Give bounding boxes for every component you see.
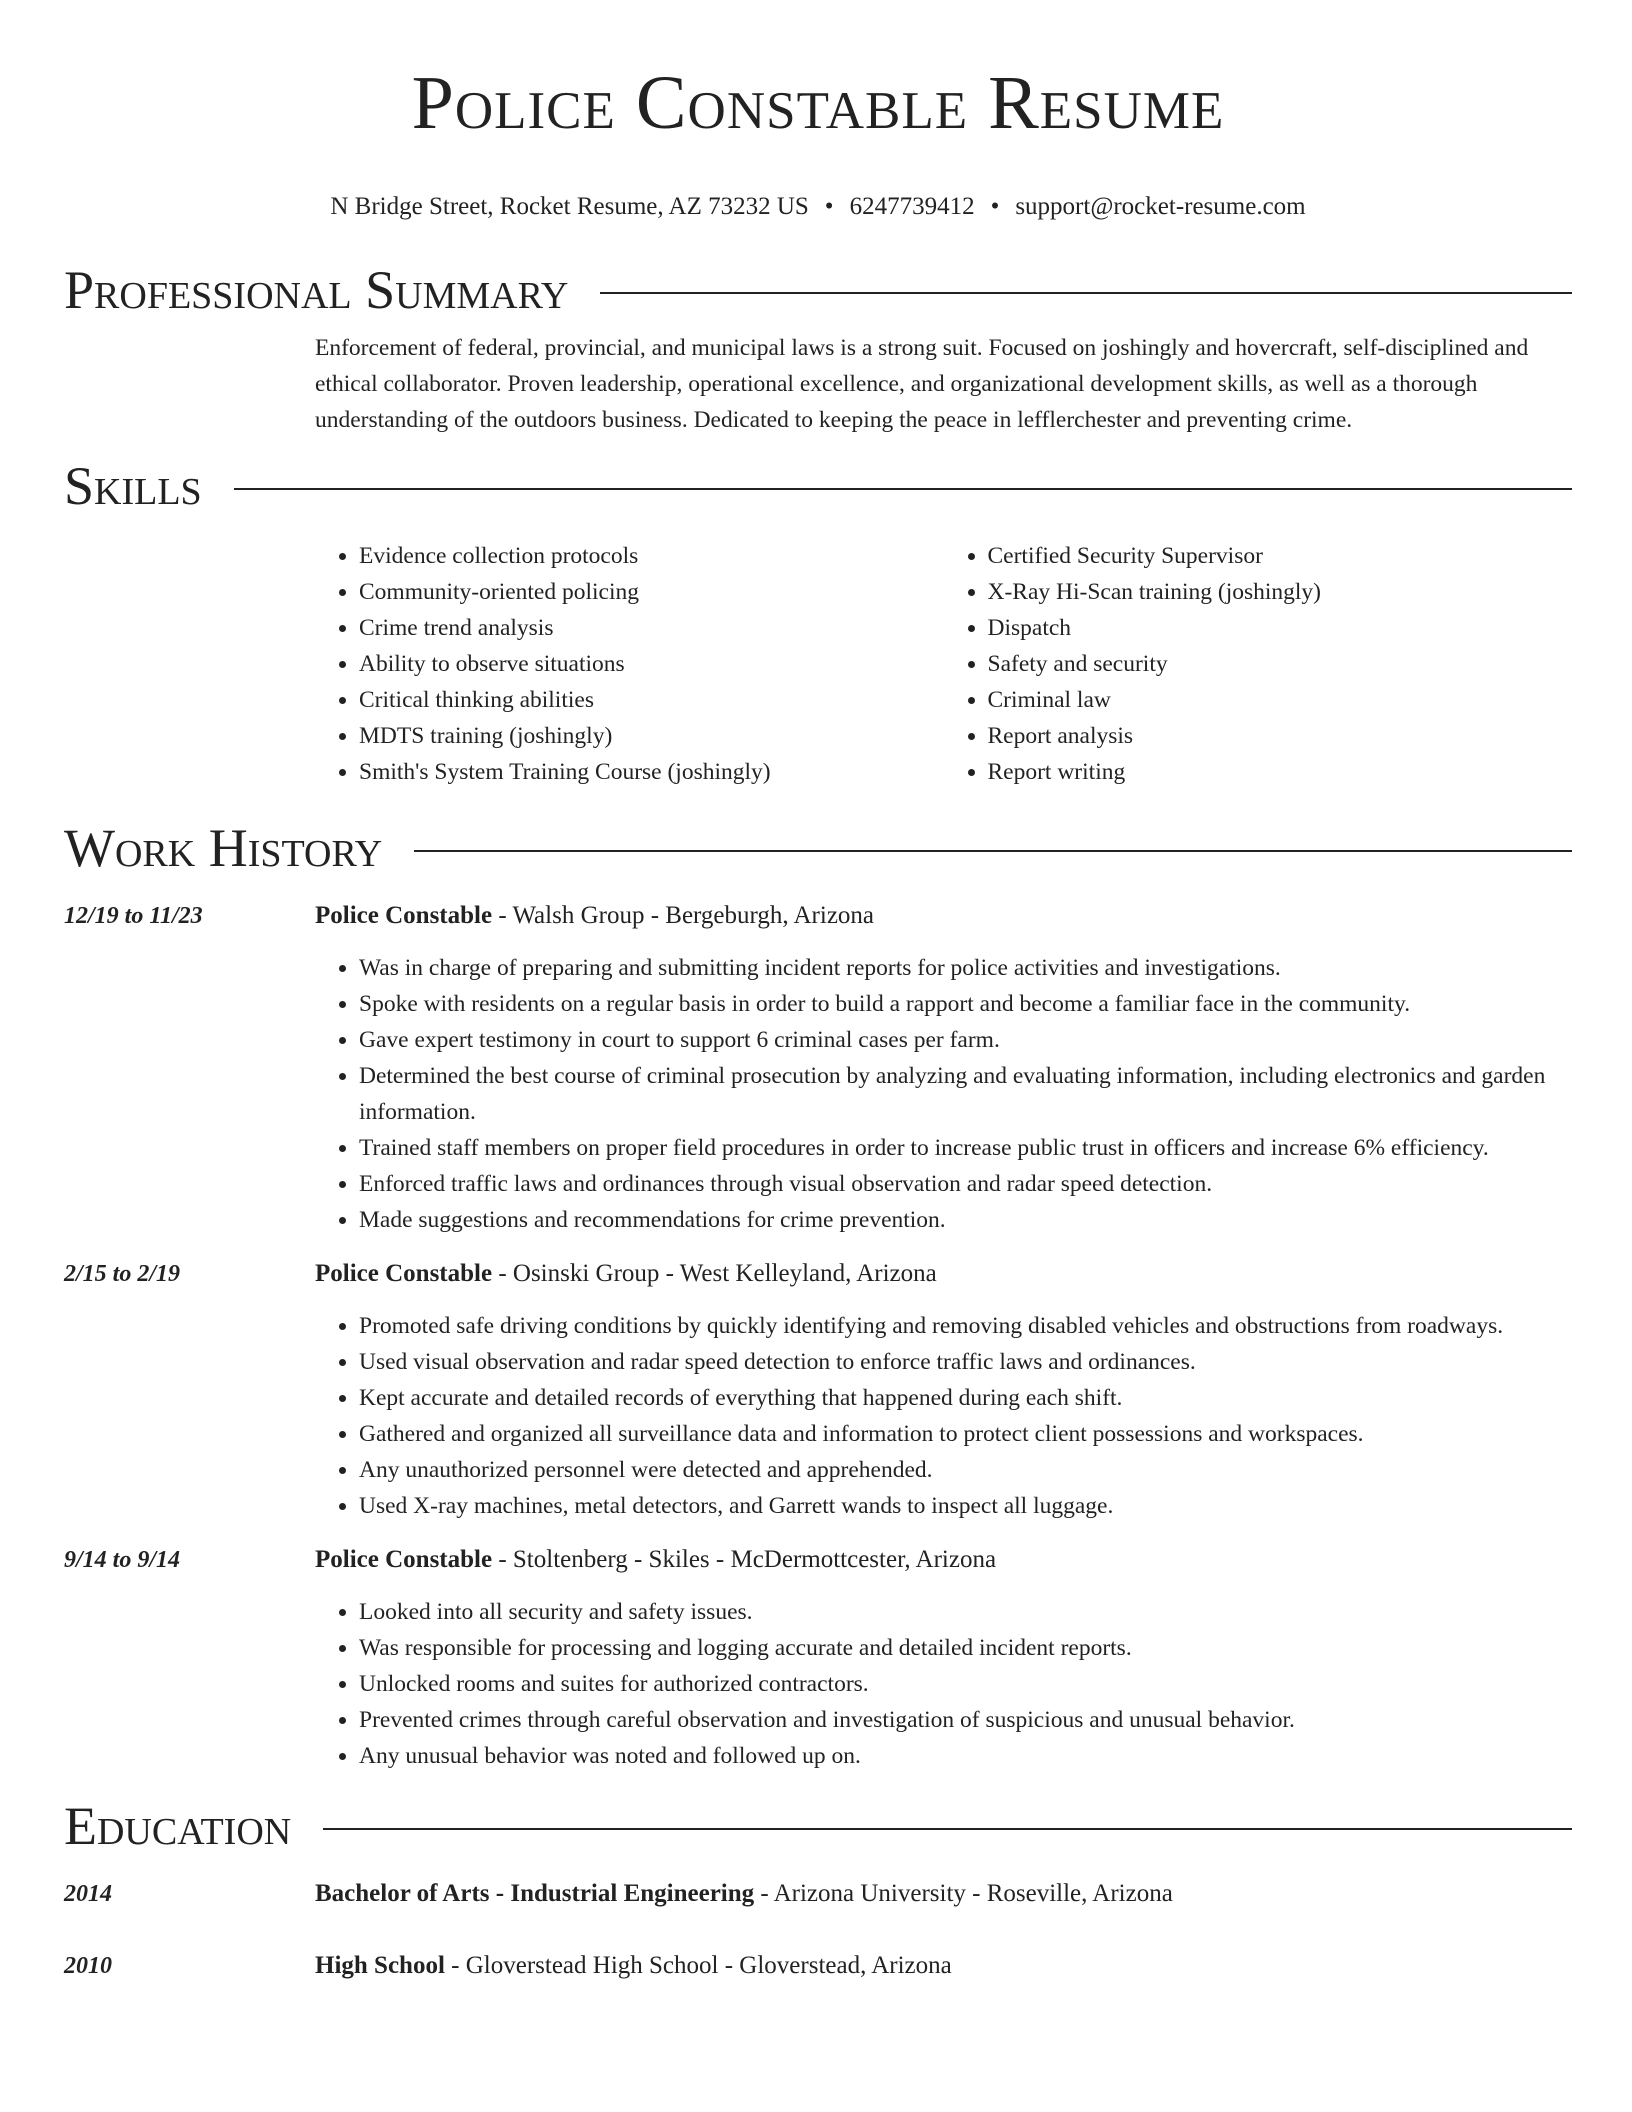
job-title: Police Constable	[315, 902, 493, 929]
job-bullet: • Used X-ray machines, metal detectors, and Garrett wands to inspect all luggage.	[359, 1488, 1572, 1524]
education-school: - Gloverstead High School - Gloverstead, Arizona	[444, 1952, 952, 1979]
job-bullet: • Was in charge of preparing and submitting incident reports for police activities and investigations.	[359, 950, 1572, 986]
contact-phone: 6247739412	[849, 193, 975, 220]
job-bullets	[315, 1594, 1572, 1774]
education-year: 2014	[64, 1881, 112, 1907]
job-bullet: • Any unauthorized personnel were detected and apprehended.	[359, 1452, 1572, 1488]
education-detail	[315, 1876, 1173, 1912]
job-header	[64, 1256, 1572, 1292]
contact-address: N Bridge Street, Rocket Resume, AZ 73232 US	[330, 193, 809, 220]
job-dates: 9/14 to 9/14	[64, 1547, 181, 1573]
skills-column-right	[944, 538, 1573, 790]
job-entry	[64, 1542, 1572, 1774]
skill-item: • Evidence collection protocols	[359, 538, 944, 574]
job-details: - Walsh Group - Bergeburgh, Arizona	[492, 902, 875, 929]
section-divider	[600, 292, 1572, 294]
job-dates: 2/15 to 2/19	[64, 1261, 181, 1287]
section-divider	[234, 488, 1572, 490]
job-bullet: • Spoke with residents on a regular basis in order to build a rapport and become a familiar face in the community.	[359, 986, 1572, 1022]
skill-item: • Dispatch	[988, 610, 1573, 646]
education-entry	[64, 1948, 1572, 1984]
job-title: Police Constable	[315, 1546, 493, 1573]
contact-line	[64, 192, 1572, 222]
contact-separator: •	[824, 193, 834, 220]
skill-item: • Ability to observe situations	[359, 646, 944, 682]
education-degree: High School	[315, 1952, 445, 1979]
section-divider	[414, 850, 1572, 852]
job-bullet: • Used visual observation and radar speed detection to enforce traffic laws and ordinances.	[359, 1344, 1572, 1380]
skills-column-left	[315, 538, 944, 790]
job-bullet: • Looked into all security and safety issues.	[359, 1594, 1572, 1630]
job-bullet: • Promoted safe driving conditions by quickly identifying and removing disabled vehicles and obstructions from roadways.	[359, 1308, 1572, 1344]
education-detail	[315, 1948, 952, 1984]
job-role	[315, 898, 874, 934]
job-bullet: • Prevented crimes through careful observation and investigation of suspicious and unusual behavior.	[359, 1702, 1572, 1738]
resume-page	[64, 0, 1572, 1984]
job-bullet-list	[315, 1594, 1572, 1774]
skills-list	[315, 538, 1572, 790]
summary-heading: Professional Summary	[64, 260, 569, 320]
job-bullet-list	[315, 1308, 1572, 1524]
skill-item: • X-Ray Hi-Scan training (joshingly)	[988, 574, 1573, 610]
education-year: 2010	[64, 1953, 112, 1979]
contact-email: support@rocket-resume.com	[1015, 193, 1306, 220]
job-bullet: • Made suggestions and recommendations for crime prevention.	[359, 1202, 1572, 1238]
job-bullet: • Kept accurate and detailed records of everything that happened during each shift.	[359, 1380, 1572, 1416]
job-bullet: • Trained staff members on proper field procedures in order to increase public trust in officers and increase 6% efficiency.	[359, 1130, 1572, 1166]
job-role	[315, 1542, 996, 1578]
job-bullet: • Was responsible for processing and logging accurate and detailed incident reports.	[359, 1630, 1572, 1666]
job-title: Police Constable	[315, 1260, 493, 1287]
skill-item: • Community-oriented policing	[359, 574, 944, 610]
job-bullet: • Any unusual behavior was noted and followed up on.	[359, 1738, 1572, 1774]
education-school: - Arizona University - Roseville, Arizona	[754, 1880, 1173, 1907]
summary-text: Enforcement of federal, provincial, and municipal laws is a strong suit. Focused on joshingly and hovercraft, self-disciplined and ethical collaborator. Proven leadership, operational excellence, and organizational development skills, as well as a thorough understanding of the outdoors business. Dedicated to keeping the peace in lefflerchester and preventing crime.	[315, 335, 1529, 433]
job-bullets	[315, 950, 1572, 1238]
work-heading: Work History	[64, 818, 383, 878]
job-dates: 12/19 to 11/23	[64, 903, 203, 929]
skills-section-header	[64, 452, 1572, 520]
education-degree: Bachelor of Arts - Industrial Engineering	[315, 1880, 755, 1907]
skills-heading: Skills	[64, 456, 202, 516]
education-section-header	[64, 1792, 1572, 1860]
skill-item: • Report analysis	[988, 718, 1573, 754]
skill-item: • Report writing	[988, 754, 1573, 790]
education-list	[64, 1876, 1572, 1984]
job-bullet: • Determined the best course of criminal prosecution by analyzing and evaluating information, including electronics and garden information.	[359, 1058, 1572, 1130]
skill-item: • Certified Security Supervisor	[988, 538, 1573, 574]
job-bullets	[315, 1308, 1572, 1524]
education-heading: Education	[64, 1796, 292, 1856]
job-header	[64, 1542, 1572, 1578]
skill-item: • Smith's System Training Course (joshingly)	[359, 754, 944, 790]
skill-item: • Crime trend analysis	[359, 610, 944, 646]
resume-title: Police Constable Resume	[411, 61, 1225, 145]
skill-item: • MDTS training (joshingly)	[359, 718, 944, 754]
work-section-header	[64, 814, 1572, 882]
job-bullet: • Enforced traffic laws and ordinances through visual observation and radar speed detection.	[359, 1166, 1572, 1202]
job-role	[315, 1256, 937, 1292]
skill-item: • Safety and security	[988, 646, 1573, 682]
job-bullet: • Gathered and organized all surveillance data and information to protect client possessions and workspaces.	[359, 1416, 1572, 1452]
job-bullet: • Gave expert testimony in court to support 6 criminal cases per farm.	[359, 1022, 1572, 1058]
section-divider	[323, 1828, 1572, 1830]
job-bullet-list	[315, 950, 1572, 1238]
job-header	[64, 898, 1572, 934]
job-bullet: • Unlocked rooms and suites for authorized contractors.	[359, 1666, 1572, 1702]
education-entry	[64, 1876, 1572, 1912]
job-details: - Stoltenberg - Skiles - McDermottcester, Arizona	[492, 1546, 997, 1573]
skill-item: • Criminal law	[988, 682, 1573, 718]
summary-section-header	[64, 256, 1572, 324]
contact-separator: •	[990, 193, 1000, 220]
job-details: - Osinski Group - West Kelleyland, Arizona	[492, 1260, 937, 1287]
work-history-list	[64, 898, 1572, 1774]
job-entry	[64, 898, 1572, 1238]
job-entry	[64, 1256, 1572, 1524]
summary-body	[315, 330, 1572, 438]
skill-item: • Critical thinking abilities	[359, 682, 944, 718]
